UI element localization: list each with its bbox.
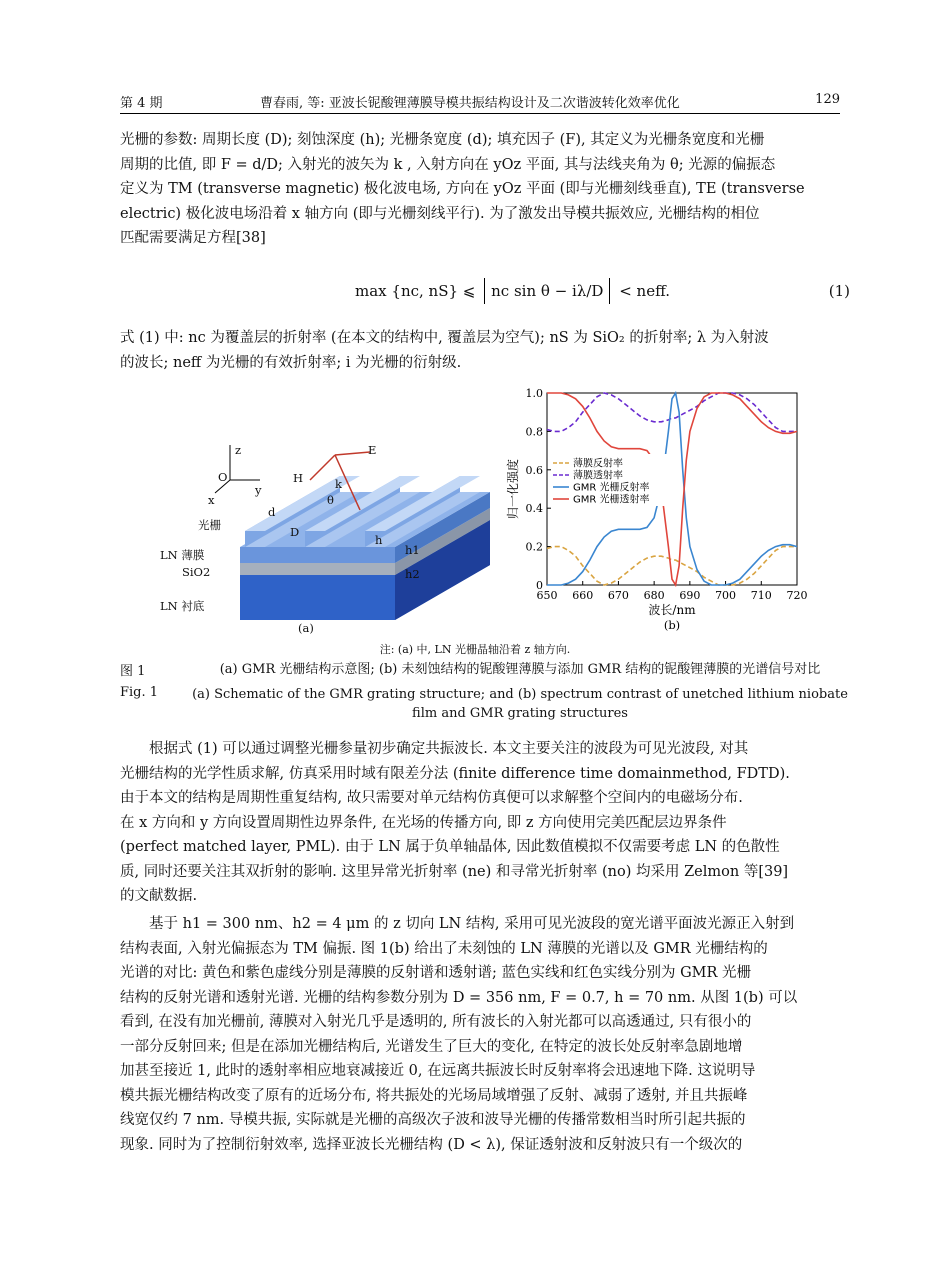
- text-line: 线宽仅约 7 nm. 导模共振, 实际就是光栅的高级次子波和波导光栅的传播常数相当时所引起共振的: [120, 1112, 746, 1128]
- substrate-front: [240, 575, 395, 620]
- figure-1a-schematic: [150, 425, 490, 635]
- label-etch-depth: h: [375, 533, 383, 547]
- label-z: z: [235, 443, 242, 457]
- x-tick-label: 690: [679, 589, 701, 602]
- equation-rhs: < neff.: [619, 282, 670, 300]
- page-number: 129: [815, 92, 840, 107]
- text-line: 的文献数据.: [120, 888, 198, 904]
- label-ln-film: LN 薄膜: [160, 548, 205, 562]
- label-theta: θ: [327, 493, 334, 507]
- text-line: 光栅结构的光学性质求解, 仿真采用时域有限差分法 (finite difference time domainmethod, FDTD).: [120, 765, 790, 782]
- label-y: y: [255, 483, 262, 497]
- y-tick-label: 0.4: [525, 502, 543, 516]
- ln-film-layer: [240, 547, 395, 563]
- h-field-arrow: [310, 455, 335, 480]
- text-line: 现象. 同时为了控制衍射效率, 选择亚波长光栅结构 (D < λ), 保证透射波和反射波只有一个级次的: [120, 1136, 743, 1153]
- paragraph-grating-params: [120, 128, 850, 251]
- x-tick-label: 650: [536, 589, 558, 602]
- text-line: 匹配需要满足方程[38]: [120, 230, 266, 246]
- sio2-layer: [240, 563, 395, 575]
- label-sio2: SiO2: [182, 565, 211, 579]
- text-line: 的波长; neff 为光栅的有效折射率; i 为光栅的衍射级.: [120, 354, 462, 371]
- x-tick-label: 680: [643, 589, 665, 602]
- text-line: 在 x 方向和 y 方向设置周期性边界条件, 在光场的传播方向, 即 z 方向使用完美匹配层边界条件: [120, 814, 727, 831]
- running-header: [120, 92, 840, 112]
- text-line: electric) 极化波电场沿着 x 轴方向 (即与光栅刻线平行). 为了激发出导模共振效应, 光栅结构的相位: [120, 205, 760, 222]
- spectrum-chart-svg: [505, 383, 825, 633]
- text-line: 质, 同时还要关注其双折射的影响. 这里异常光折射率 (ne) 和寻常光折射率 (no) 均采用 Zelmon 等[39]: [120, 863, 789, 880]
- panel-label-b: (b): [663, 618, 681, 632]
- text-line: 看到, 在没有加光栅前, 薄膜对入射光几乎是透明的, 所有波长的入射光都可以高透通过, 只有很小的: [120, 1014, 752, 1030]
- label-h: H: [293, 471, 304, 485]
- y-tick-label: 0.6: [525, 463, 543, 477]
- y-tick-label: 1.0: [525, 387, 543, 400]
- label-h1: h1: [405, 543, 420, 557]
- legend-label: 薄膜反射率: [573, 458, 623, 470]
- caption-cn-text: (a) GMR 光栅结构示意图; (b) 未刻蚀结构的铌酸锂薄膜与添加 GMR 结构的铌酸锂薄膜的光谱信号对比: [219, 662, 821, 677]
- text-line: 一部分反射回来; 但是在添加光栅结构后, 光谱发生了巨大的变化, 在特定的波长处反射率急剧地增: [120, 1038, 743, 1055]
- legend-label: GMR 光栅反射率: [573, 482, 650, 494]
- label-origin: O: [218, 470, 228, 484]
- x-tick-label: 670: [607, 589, 629, 602]
- equation-lhs: max {nc, nS} ⩽: [355, 282, 476, 300]
- paragraph-simulation-method: [120, 737, 850, 909]
- equation-number: (1): [828, 282, 850, 300]
- paragraph-results: [120, 912, 850, 1157]
- x-tick-label: 720: [786, 589, 808, 602]
- label-ln-substrate: LN 衬底: [160, 599, 205, 613]
- y-tick-label: 0.2: [525, 540, 543, 554]
- caption-en: [120, 685, 850, 725]
- text-line: 周期的比值, 即 F = d/D; 入射光的波矢为 k , 入射方向在 yOz 平面, 其与法线夹角为 θ; 光源的偏振态: [120, 156, 776, 173]
- label-k: k: [335, 477, 342, 491]
- e-field-arrow: [335, 452, 370, 455]
- caption-en-text: (a) Schematic of the GMR grating structure; and (b) spectrum contrast of unetched lithium niobate film and GMR grating structures: [192, 687, 848, 721]
- legend-label: 薄膜透射率: [573, 470, 623, 482]
- equation-abs: nc sin θ − iλ/D: [484, 278, 610, 304]
- x-tick-label: 660: [572, 589, 594, 602]
- text-line: 基于 h1 = 300 nm、h2 = 4 μm 的 z 切向 LN 结构, 采用可见光波段的宽光谱平面波光源正入射到: [149, 916, 795, 932]
- figure-note: 注: (a) 中, LN 光栅晶轴沿着 z 轴方向.: [379, 643, 571, 656]
- figure-1b-chart: [505, 383, 825, 633]
- label-e: E: [368, 443, 377, 457]
- text-line: 光栅的参数: 周期长度 (D); 刻蚀深度 (h); 光栅条宽度 (d); 填充因子 (F), 其定义为光栅条宽度和光栅: [120, 132, 765, 148]
- caption-cn-label: 图 1: [120, 664, 146, 679]
- label-grating: 光栅: [198, 518, 221, 532]
- y-tick-label: 0: [536, 579, 543, 592]
- header-rule: [120, 113, 840, 114]
- text-line: 加甚至接近 1, 此时的透射率相应地衰减接近 0, 在远离共振波长时反射率将会迅速地下降. 这说明导: [120, 1063, 756, 1079]
- x-tick-label: 700: [715, 589, 737, 602]
- text-line: 定义为 TM (transverse magnetic) 极化波电场, 方向在 yOz 平面 (即与光栅刻线垂直), TE (transverse: [120, 181, 805, 197]
- y-tick-label: 0.8: [525, 425, 543, 439]
- text-line: 式 (1) 中: nc 为覆盖层的折射率 (在本文的结构中, 覆盖层为空气); nS 为 SiO₂ 的折射率; λ 为入射波: [120, 330, 769, 346]
- text-line: (perfect matched layer, PML). 由于 LN 属于负单轴晶体, 因此数值模拟不仅需要考虑 LN 的色散性: [120, 839, 780, 855]
- panel-label-a: (a): [298, 621, 314, 635]
- paragraph-eq-notes: [120, 326, 850, 375]
- x-tick-label: 710: [750, 589, 772, 602]
- equation-1: [120, 272, 850, 322]
- x-axis-label: 波长/nm: [648, 603, 696, 617]
- caption-cn: [120, 660, 850, 682]
- text-line: 光谱的对比: 黄色和紫色虚线分别是薄膜的反射谱和透射谱; 蓝色实线和红色实线分别为 GMR 光栅: [120, 965, 752, 981]
- label-d-small: d: [268, 505, 276, 519]
- legend-label: GMR 光栅透射率: [573, 494, 650, 506]
- issue-number: 第 4 期: [120, 96, 163, 111]
- text-line: 模共振光栅结构改变了原有的近场分布, 将共振处的光场局域增强了反射、减弱了透射, 并且共振峰: [120, 1087, 748, 1104]
- label-x: x: [208, 493, 215, 507]
- caption-en-label: Fig. 1: [120, 685, 159, 700]
- text-line: 由于本文的结构是周期性重复结构, 故只需要对单元结构仿真便可以求解整个空间内的电磁场分布.: [120, 790, 743, 806]
- label-d-period: D: [290, 525, 300, 539]
- text-line: 根据式 (1) 可以通过调整光栅参量初步确定共振波长. 本文主要关注的波段为可见光波段, 对其: [149, 741, 749, 757]
- text-line: 结构的反射光谱和透射光谱. 光栅的结构参数分别为 D = 356 nm, F = 0.7, h = 70 nm. 从图 1(b) 可以: [120, 989, 798, 1006]
- y-axis-label: 归一化强度: [506, 458, 520, 520]
- running-title: 曹春雨, 等: 亚波长铌酸锂薄膜导模共振结构设计及二次谐波转化效率优化: [260, 96, 680, 111]
- label-h2: h2: [405, 567, 420, 581]
- text-line: 结构表面, 入射光偏振态为 TM 偏振. 图 1(b) 给出了未刻蚀的 LN 薄膜的光谱以及 GMR 光栅结构的: [120, 940, 768, 957]
